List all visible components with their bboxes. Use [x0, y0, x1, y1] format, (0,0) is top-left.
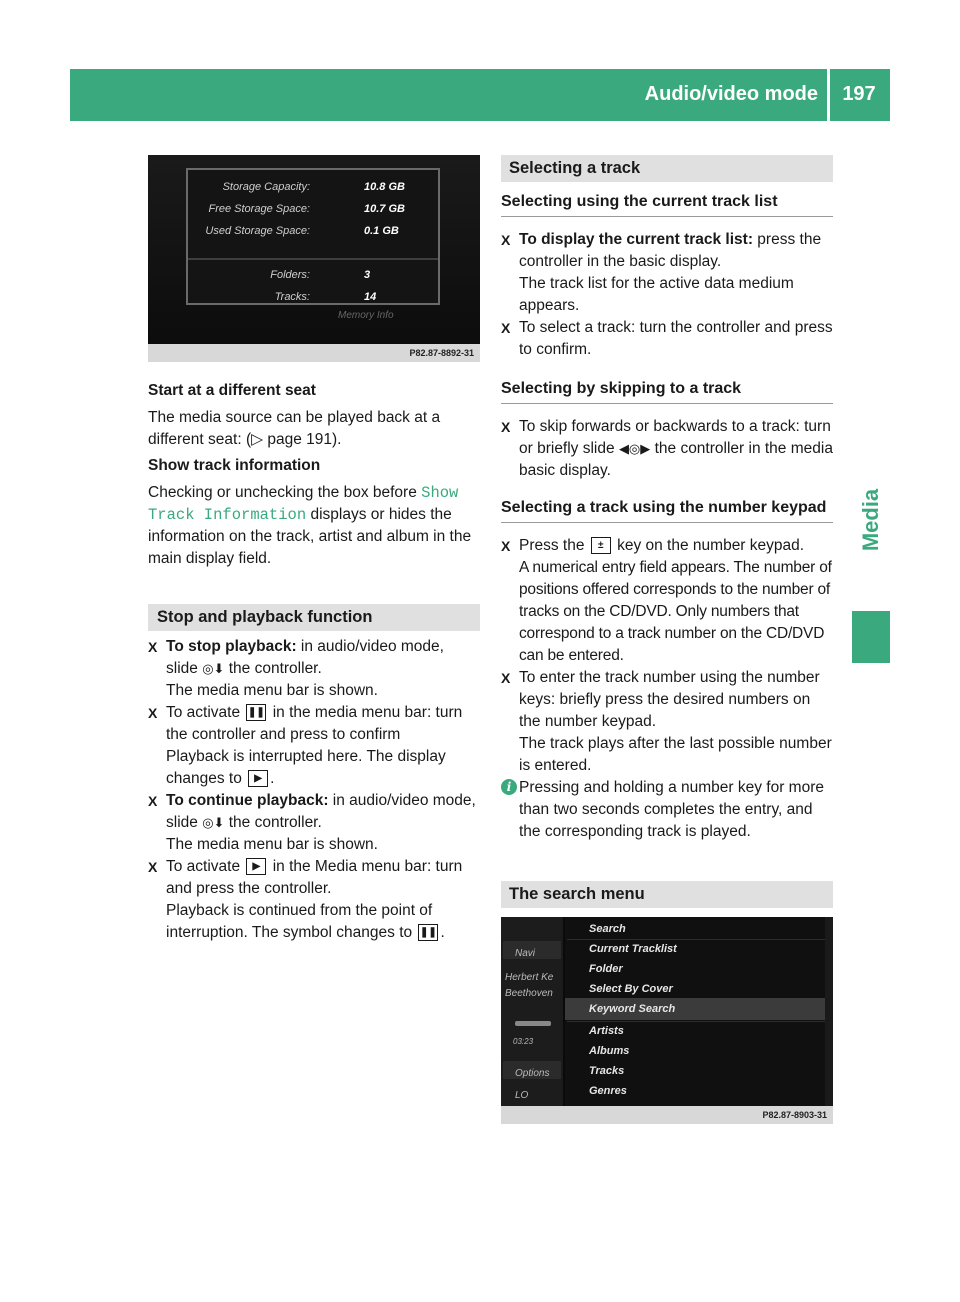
step-marker-icon: X [501, 670, 511, 686]
show-text-end: displays or hides the information on the track, artist and album in the main display field. [148, 506, 472, 567]
storage-row [188, 288, 438, 306]
storage-row-label: Folders: [270, 269, 310, 281]
seat-paragraph [148, 407, 480, 451]
step-marker-icon: X [501, 538, 511, 554]
step-result: The track plays after the last possible number is entered. [519, 735, 832, 774]
storage-info-screenshot [148, 155, 480, 362]
left-panel-item: Herbert Ke [505, 972, 554, 983]
left-column [148, 155, 480, 944]
menu-item: Keyword Search [589, 1003, 676, 1015]
section-title: Audio/video mode [644, 83, 818, 105]
page-number: 197 [842, 83, 876, 105]
side-tab-label: Media [858, 488, 883, 552]
storage-row-label: Used Storage Space: [205, 225, 310, 237]
search-menu-heading [501, 881, 833, 908]
current-list-heading: Selecting using the current track list [501, 192, 833, 217]
side-tab-marker [852, 611, 890, 663]
seat-page-ref: page 191). [263, 431, 342, 448]
left-panel-item: Options [515, 1068, 550, 1079]
show-track-paragraph [148, 482, 480, 570]
left-panel-item: 03:23 [513, 1037, 534, 1046]
step-text: To activate [166, 858, 245, 875]
heading-text: Selecting a track [509, 159, 641, 177]
step-text: in audio/video mode, slide [166, 638, 444, 677]
step-result: . [270, 770, 275, 787]
step-marker-icon: X [148, 705, 158, 721]
list-item [148, 636, 480, 702]
step-text: in the Media menu bar: turn and press the controller. [166, 858, 463, 897]
menu-item: Select By Cover [589, 983, 673, 995]
step-text: the controller in the media basic display. [519, 440, 833, 479]
step-result: The track list for the active data medium appears. [519, 275, 794, 314]
selecting-track-heading [501, 155, 833, 182]
step-label: To display the current track list: [519, 231, 753, 248]
controller-slide-down-icon: ◎⬇ [202, 815, 225, 830]
storage-row-value: 10.7 GB [364, 203, 405, 215]
storage-row [188, 178, 438, 196]
step-result: The media menu bar is shown. [166, 682, 378, 699]
heading-text: The search menu [509, 885, 645, 903]
storage-row-label: Storage Capacity: [222, 181, 310, 193]
storage-row [188, 222, 438, 240]
search-menu-list [565, 917, 825, 1106]
step-text: the controller. [224, 660, 322, 677]
keypad-heading: Selecting a track using the number keypad [501, 498, 833, 523]
info-text: Pressing and holding a number key for more than two seconds completes the entry, and the corresponding track is played. [519, 779, 824, 840]
step-text: To skip forwards or backwards to a track: turn or briefly slide [519, 418, 831, 457]
stop-playback-heading [148, 604, 480, 631]
step-result: The media menu bar is shown. [166, 836, 378, 853]
list-item [501, 229, 833, 317]
show-track-heading: Show track information [148, 457, 321, 474]
list-item [501, 317, 833, 361]
list-item [501, 667, 833, 777]
step-result: Playback is interrupted here. The display changes to [166, 748, 446, 787]
image-code: P82.87-8903-31 [501, 1106, 833, 1124]
menu-item: Folder [589, 963, 623, 975]
menu-item: Albums [589, 1045, 630, 1057]
storage-row [188, 200, 438, 218]
storage-row-label: Tracks: [274, 291, 310, 303]
image-code: P82.87-8892-31 [148, 344, 480, 362]
hash-key-icon: ± [591, 537, 611, 554]
scrollbar [825, 917, 833, 1106]
show-text: Checking or unchecking the box before [148, 484, 422, 501]
left-panel-item: Beethoven [505, 988, 553, 999]
list-item [501, 535, 833, 667]
storage-row-value: 0.1 GB [364, 225, 399, 237]
step-marker-icon: X [501, 320, 511, 336]
play-icon: ▶ [248, 770, 268, 787]
play-icon: ▶ [246, 858, 266, 875]
storage-separator [188, 258, 438, 260]
step-marker-icon: X [148, 859, 158, 875]
search-left-panel [501, 917, 563, 1106]
header-divider [827, 69, 830, 121]
step-text: Press the [519, 537, 589, 554]
list-item [501, 416, 833, 482]
seat-text: The media source can be played back at a different seat: ( [148, 409, 441, 448]
page-ref-arrow-icon: ▷ [251, 431, 264, 448]
controller-slide-down-icon: ◎⬇ [202, 661, 225, 676]
info-note [501, 777, 833, 843]
step-text: To select a track: turn the controller and press to confirm. [519, 319, 833, 358]
storage-row-value: 14 [364, 291, 377, 303]
step-label: To stop playback: [166, 638, 297, 655]
show-track-option: Show Track Information [148, 484, 459, 524]
step-text: To enter the track number using the number keys: briefly press the desired numbers on the number keypad. [519, 669, 820, 730]
step-text: press the controller in the basic display. [519, 231, 822, 270]
storage-row [188, 266, 438, 284]
pause-icon: ❚❚ [418, 924, 438, 941]
list-item [148, 856, 480, 944]
search-menu-screenshot [501, 917, 833, 1124]
step-result: Playback is continued from the point of interruption. The symbol changes to [166, 902, 433, 941]
progress-bar [515, 1021, 551, 1026]
storage-row-value: 3 [364, 269, 371, 281]
left-panel-item: Navi [515, 948, 536, 959]
page-header [70, 69, 890, 121]
step-marker-icon: X [148, 793, 158, 809]
step-marker-icon: X [501, 419, 511, 435]
menu-item: Search [589, 923, 626, 935]
step-text: in audio/video mode, slide [166, 792, 476, 831]
step-text: key on the number keypad. [612, 537, 805, 554]
step-label: To continue playback: [166, 792, 329, 809]
info-icon: i [501, 779, 517, 795]
list-item [148, 790, 480, 856]
menu-item: Current Tracklist [589, 943, 677, 955]
list-item [148, 702, 480, 790]
skip-heading: Selecting by skipping to a track [501, 379, 833, 404]
storage-info-panel [186, 168, 440, 305]
pause-icon: ❚❚ [246, 704, 266, 721]
step-result: A numerical entry field appears. The number of positions offered corresponds to the number of tracks on the CD/DVD. Only numbers that correspond to a track number on the CD/DVD can be entered. [519, 559, 832, 664]
seat-heading: Start at a different seat [148, 382, 316, 399]
step-text: the controller. [224, 814, 322, 831]
side-tab [852, 430, 890, 610]
storage-row-label: Free Storage Space: [208, 203, 310, 215]
menu-item: Tracks [589, 1065, 625, 1077]
storage-row-value: 10.8 GB [364, 181, 405, 193]
controller-slide-left-right-icon: ◀◎▶ [618, 441, 651, 456]
storage-footer-label: Memory Info [338, 310, 394, 321]
menu-item: Artists [589, 1025, 624, 1037]
step-result: . [440, 924, 445, 941]
step-marker-icon: X [501, 232, 511, 248]
step-text: in the media menu bar: turn the controller and press to confirm [166, 704, 463, 743]
step-marker-icon: X [148, 639, 158, 655]
right-column [501, 155, 833, 1124]
step-text: To activate [166, 704, 245, 721]
menu-item: Genres [589, 1085, 627, 1097]
heading-text: Stop and playback function [157, 608, 373, 626]
left-panel-item: LO [515, 1090, 529, 1101]
